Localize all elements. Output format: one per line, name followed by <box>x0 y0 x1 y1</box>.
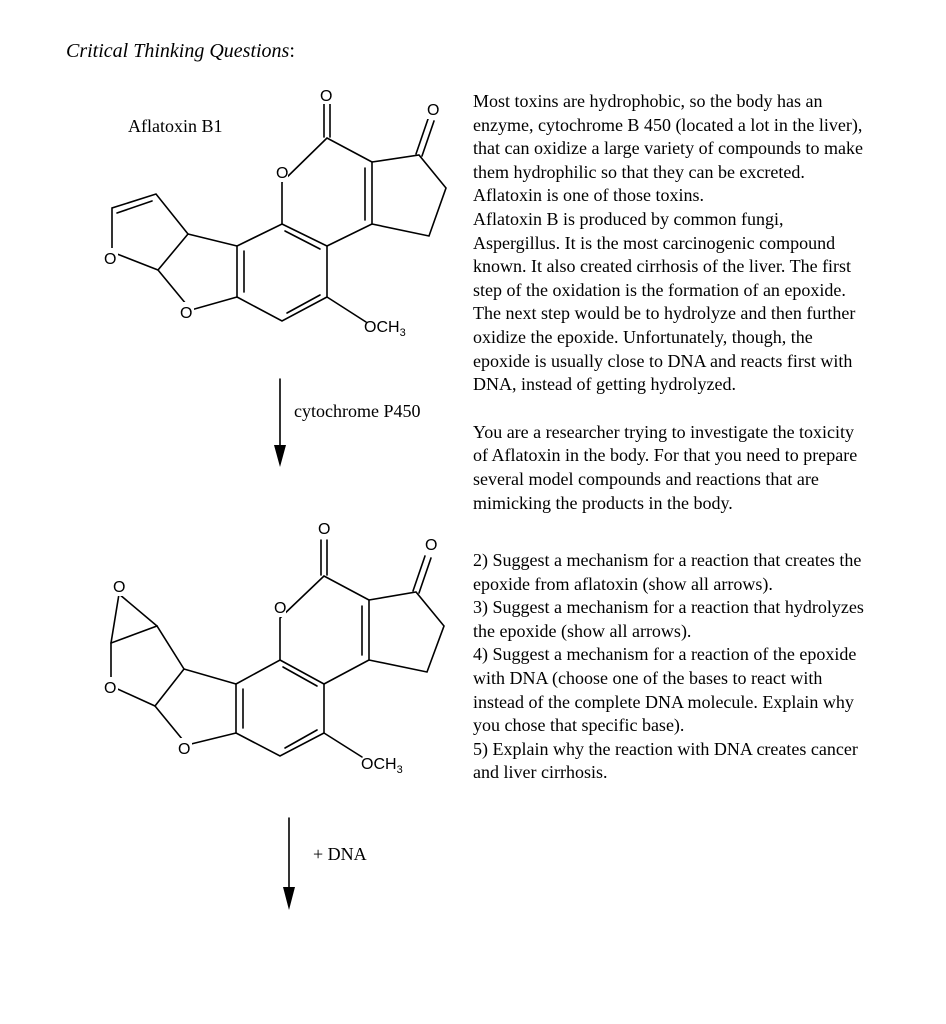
aflatoxin-b1-structure <box>112 104 446 322</box>
section-heading: Critical Thinking Questions: <box>66 40 295 62</box>
epoxide-oxygen-label: O <box>113 579 126 596</box>
furan-oxygen-label: O <box>104 251 117 268</box>
ring-oxygen-label: O <box>274 600 287 617</box>
methoxy-label: $OCH_3$ <box>364 319 406 339</box>
paragraph: You are a researcher trying to investigate the toxicity of Aflatoxin in the body. For that you need to prepare several model compounds and reactions that are mimicking the products in the body. <box>473 421 858 513</box>
furan-oxygen-label: O <box>178 741 191 758</box>
methoxy-label: $OCH_3$ <box>361 756 403 776</box>
reagent-label: + DNA <box>313 844 367 864</box>
molecule-label: Aflatoxin B1 <box>128 116 223 136</box>
ketone-oxygen-label: O <box>427 102 440 119</box>
epoxide-structure <box>111 540 444 757</box>
furan-oxygen-label: O <box>104 680 117 697</box>
question: 4) Suggest a mechanism for a reaction of the epoxide with DNA (choose one of the bases to react with instead of the complete DNA molecule. Explain why you chose that specific base). <box>473 644 857 736</box>
reagent-label: cytochrome P450 <box>294 401 421 421</box>
paragraph: Aflatoxin B is produced by common fungi, Aspergillus. It is the most carcinogenic compound known. It also created cirrhosis of the liver. The first step of the oxidation is the formation of an epoxide. The next step would be to hydrolyze and then further oxidize the epoxide. Unfortunately, though, the epoxide is usually close to DNA and reacts first with DNA, instead of getting hydrolyzed. <box>473 208 856 395</box>
paragraph: Most toxins are hydrophobic, so the body has an enzyme, cytochrome B 450 (located a lot in the liver), that can oxidize a large variety of compounds to make them hydrophilic so that they can be excreted. Aflatoxin is one of those toxins. <box>473 91 864 206</box>
text-column <box>473 90 873 785</box>
ring-oxygen-label: O <box>276 165 289 182</box>
carbonyl-oxygen-label: O <box>320 88 333 105</box>
question: 2) Suggest a mechanism for a reaction that creates the epoxide from aflatoxin (show all arrows). <box>473 550 862 594</box>
ketone-oxygen-label: O <box>425 537 438 554</box>
furan-oxygen-label: O <box>180 305 193 322</box>
question: 5) Explain why the reaction with DNA creates cancer and liver cirrhosis. <box>473 738 858 783</box>
carbonyl-oxygen-label: O <box>318 521 331 538</box>
question: 3) Suggest a mechanism for a reaction that hydrolyzes the epoxide (show all arrows). <box>473 597 864 641</box>
